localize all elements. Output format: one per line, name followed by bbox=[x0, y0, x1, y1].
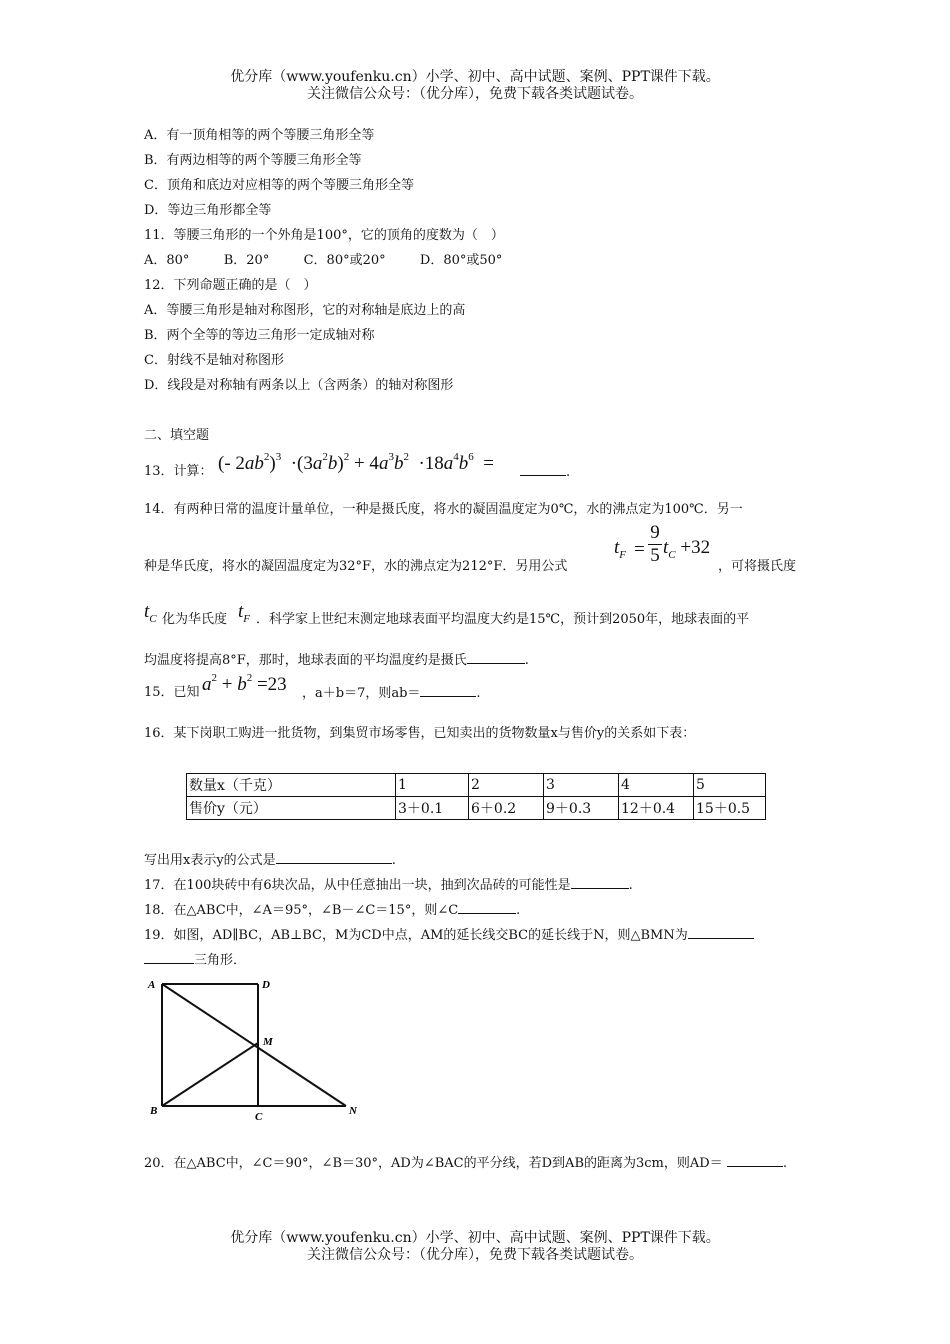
table-cell: 12＋0.4 bbox=[619, 797, 694, 820]
page-footer bbox=[0, 1230, 950, 1264]
q10-option-b: B．有两边相等的两个等腰三角形全等 bbox=[144, 153, 362, 168]
q19-blank-1 bbox=[688, 926, 754, 939]
q14-formula: $t_F$ bbox=[614, 537, 627, 561]
q14-line-1: 14．有两种日常的温度计量单位，一种是摄氏度，将水的凝固温度定为0℃，水的沸点定为100℃．另一 bbox=[144, 502, 743, 517]
table-cell: 数量x（千克） bbox=[187, 774, 396, 797]
q10-option-a: A．有一顶角相等的两个等腰三角形全等 bbox=[144, 128, 375, 143]
q11-option-b: B．20° bbox=[223, 253, 270, 268]
label-b: B bbox=[150, 1105, 158, 1117]
label-n: N bbox=[349, 1105, 357, 1117]
label-d: D bbox=[262, 979, 270, 991]
label-m: M bbox=[263, 1036, 273, 1048]
q19-line-2: 三角形． bbox=[144, 951, 246, 970]
q12-stem: 12．下列命题正确的是（ ） bbox=[144, 278, 317, 293]
q14-line-4: 均温度将提高8°F，那时，地球表面的平均温度约是摄氏 . bbox=[144, 653, 529, 668]
q14-fraction: $\frac{9}{5}$ bbox=[648, 522, 662, 567]
table-cell: 6＋0.2 bbox=[469, 797, 544, 820]
table-cell: 1 bbox=[396, 774, 469, 797]
q10-option-d: D．等边三角形都全等 bbox=[144, 203, 272, 218]
q13-blank bbox=[520, 463, 566, 476]
q13-label: 13．计算： bbox=[144, 464, 213, 479]
q14-tf: $t_F$ bbox=[238, 601, 251, 625]
table-cell: 15＋0.5 bbox=[694, 797, 766, 820]
q14-blank bbox=[467, 651, 525, 664]
table-cell: 3＋0.1 bbox=[396, 797, 469, 820]
table-cell: 9＋0.3 bbox=[544, 797, 619, 820]
table-cell: 3 bbox=[544, 774, 619, 797]
table-row bbox=[187, 797, 766, 820]
table-cell: 售价y（元） bbox=[187, 797, 396, 820]
q14-tc: $t_C$ bbox=[144, 601, 157, 625]
q20: 20．在△ABC中，∠C＝90°，∠B＝30°，AD为∠BAC的平分线，若D到AB的距离为3cm，则AD＝ . bbox=[144, 1156, 787, 1171]
q16-blank bbox=[276, 851, 392, 864]
q17: 17．在100块砖中有6块次品，从中任意抽出一块，抽到次品砖的可能性是 . bbox=[144, 878, 633, 893]
q18: 18．在△ABC中，∠A＝95°，∠B－∠C＝15°，则∠C . bbox=[144, 903, 521, 918]
q16-table bbox=[186, 773, 766, 820]
header-line-1: 优分库（www.youfenku.cn）小学、初中、高中试题、案例、PPT课件下载。 bbox=[230, 69, 720, 85]
q14-formula-eq: = bbox=[634, 539, 645, 560]
page-header bbox=[0, 69, 950, 103]
q16-after: 写出用x表示y的公式是 . bbox=[144, 853, 396, 868]
q11-option-c: C．80°或20° bbox=[303, 253, 386, 268]
q15-rest: ，a＋b＝7，则ab＝ . bbox=[302, 686, 481, 701]
q14-line-3a: 化为华氏度 bbox=[162, 612, 228, 627]
q10-option-c: C．顶角和底边对应相等的两个等腰三角形全等 bbox=[144, 178, 414, 193]
q15-equation: $a^2 + b^2 =23$ bbox=[202, 672, 287, 695]
q15-blank bbox=[420, 684, 476, 697]
q14-line-2b: ，可将摄氏度 bbox=[718, 559, 797, 574]
q20-blank bbox=[727, 1154, 783, 1167]
label-a: A bbox=[148, 979, 156, 991]
q11-option-d: D．80°或50° bbox=[419, 253, 503, 268]
q12-option-d: D．线段是对称轴有两条以上（含两条）的轴对称图形 bbox=[144, 378, 454, 393]
q15-label: 15．已知 bbox=[144, 685, 200, 700]
q11-options bbox=[144, 252, 502, 270]
q14-formula-rest: $t_C +32$ bbox=[663, 537, 711, 561]
q12-option-a: A．等腰三角形是轴对称图形，它的对称轴是底边上的高 bbox=[144, 303, 466, 318]
q19-blank-2 bbox=[144, 951, 194, 964]
q18-blank bbox=[458, 901, 516, 914]
q14-line-3b: ．科学家上世纪末测定地球表面平均温度大约是15℃，预计到2050年，地球表面的平 bbox=[256, 612, 750, 627]
q11-option-a: A．80° bbox=[144, 253, 190, 268]
q13-answer: . bbox=[520, 463, 570, 482]
table-cell: 4 bbox=[619, 774, 694, 797]
q12-option-b: B．两个全等的等边三角形一定成轴对称 bbox=[144, 328, 375, 343]
footer-line-1: 优分库（www.youfenku.cn）小学、初中、高中试题、案例、PPT课件下载。 bbox=[230, 1230, 720, 1246]
table-cell: 5 bbox=[694, 774, 766, 797]
q16-stem: 16．某下岗职工购进一批货物，到集贸市场零售，已知卖出的货物数量x与售价y的关系如下表： bbox=[144, 726, 696, 741]
footer-line-2: 关注微信公众号：（优分库），免费下载各类试题试卷。 bbox=[307, 1247, 643, 1263]
header-line-2: 关注微信公众号：（优分库），免费下载各类试题试卷。 bbox=[307, 86, 643, 102]
table-row bbox=[187, 774, 766, 797]
q19-stem: 19．如图，AD∥BC，AB⊥BC，M为CD中点，AM的延长线交BC的延长线于N，则△BMN为 bbox=[144, 926, 754, 945]
table-cell: 2 bbox=[469, 774, 544, 797]
segment-bm bbox=[162, 1043, 258, 1106]
label-c: C bbox=[255, 1111, 263, 1123]
section-title-fill-in: 二、填空题 bbox=[144, 428, 210, 443]
q17-blank bbox=[571, 876, 629, 889]
q12-option-c: C．射线不是轴对称图形 bbox=[144, 353, 284, 368]
q19-geometry-figure bbox=[140, 972, 370, 1124]
q11-stem: 11．等腰三角形的一个外角是100°，它的顶角的度数为（ ） bbox=[144, 228, 504, 243]
q14-line-2a: 种是华氏度，将水的凝固温度定为32°F，水的沸点定为212°F．另用公式 bbox=[144, 559, 568, 574]
q13-expression: (- $2ab^2)^3 \cdot(3a^2b)^2 + 4a^3b^2 \cdot 18a^4b^6$ = bbox=[218, 451, 494, 474]
